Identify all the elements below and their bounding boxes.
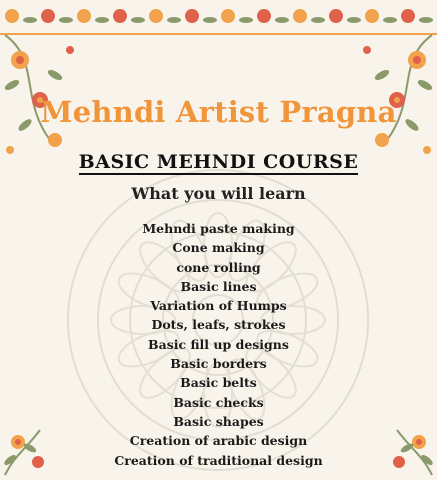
artist-name-title: Mehndi Artist Pragna [40,95,397,129]
topic-item: Basic fill up designs [148,336,289,352]
topic-item: Basic belts [180,375,257,391]
topic-item: Basic borders [170,356,267,372]
topic-item: Dots, leafs, strokes [151,317,286,333]
topic-item: Basic checks [173,394,264,410]
section-subtitle: What you will learn [131,184,306,203]
topic-item: Creation of arabic design [129,433,308,449]
topic-item: Cone making [172,240,265,256]
course-title-text: BASIC MEHNDI COURSE [78,151,359,173]
topic-list [0,219,437,470]
topic-item: Basic lines [180,278,257,294]
topic-item: Mehndi paste making [142,221,295,236]
topic-item: cone rolling [176,259,261,275]
topic-item: Creation of traditional design [114,452,323,468]
course-title [0,150,437,174]
topic-item: Variation of Humps [150,298,287,314]
topic-item: Basic shapes [173,413,264,429]
